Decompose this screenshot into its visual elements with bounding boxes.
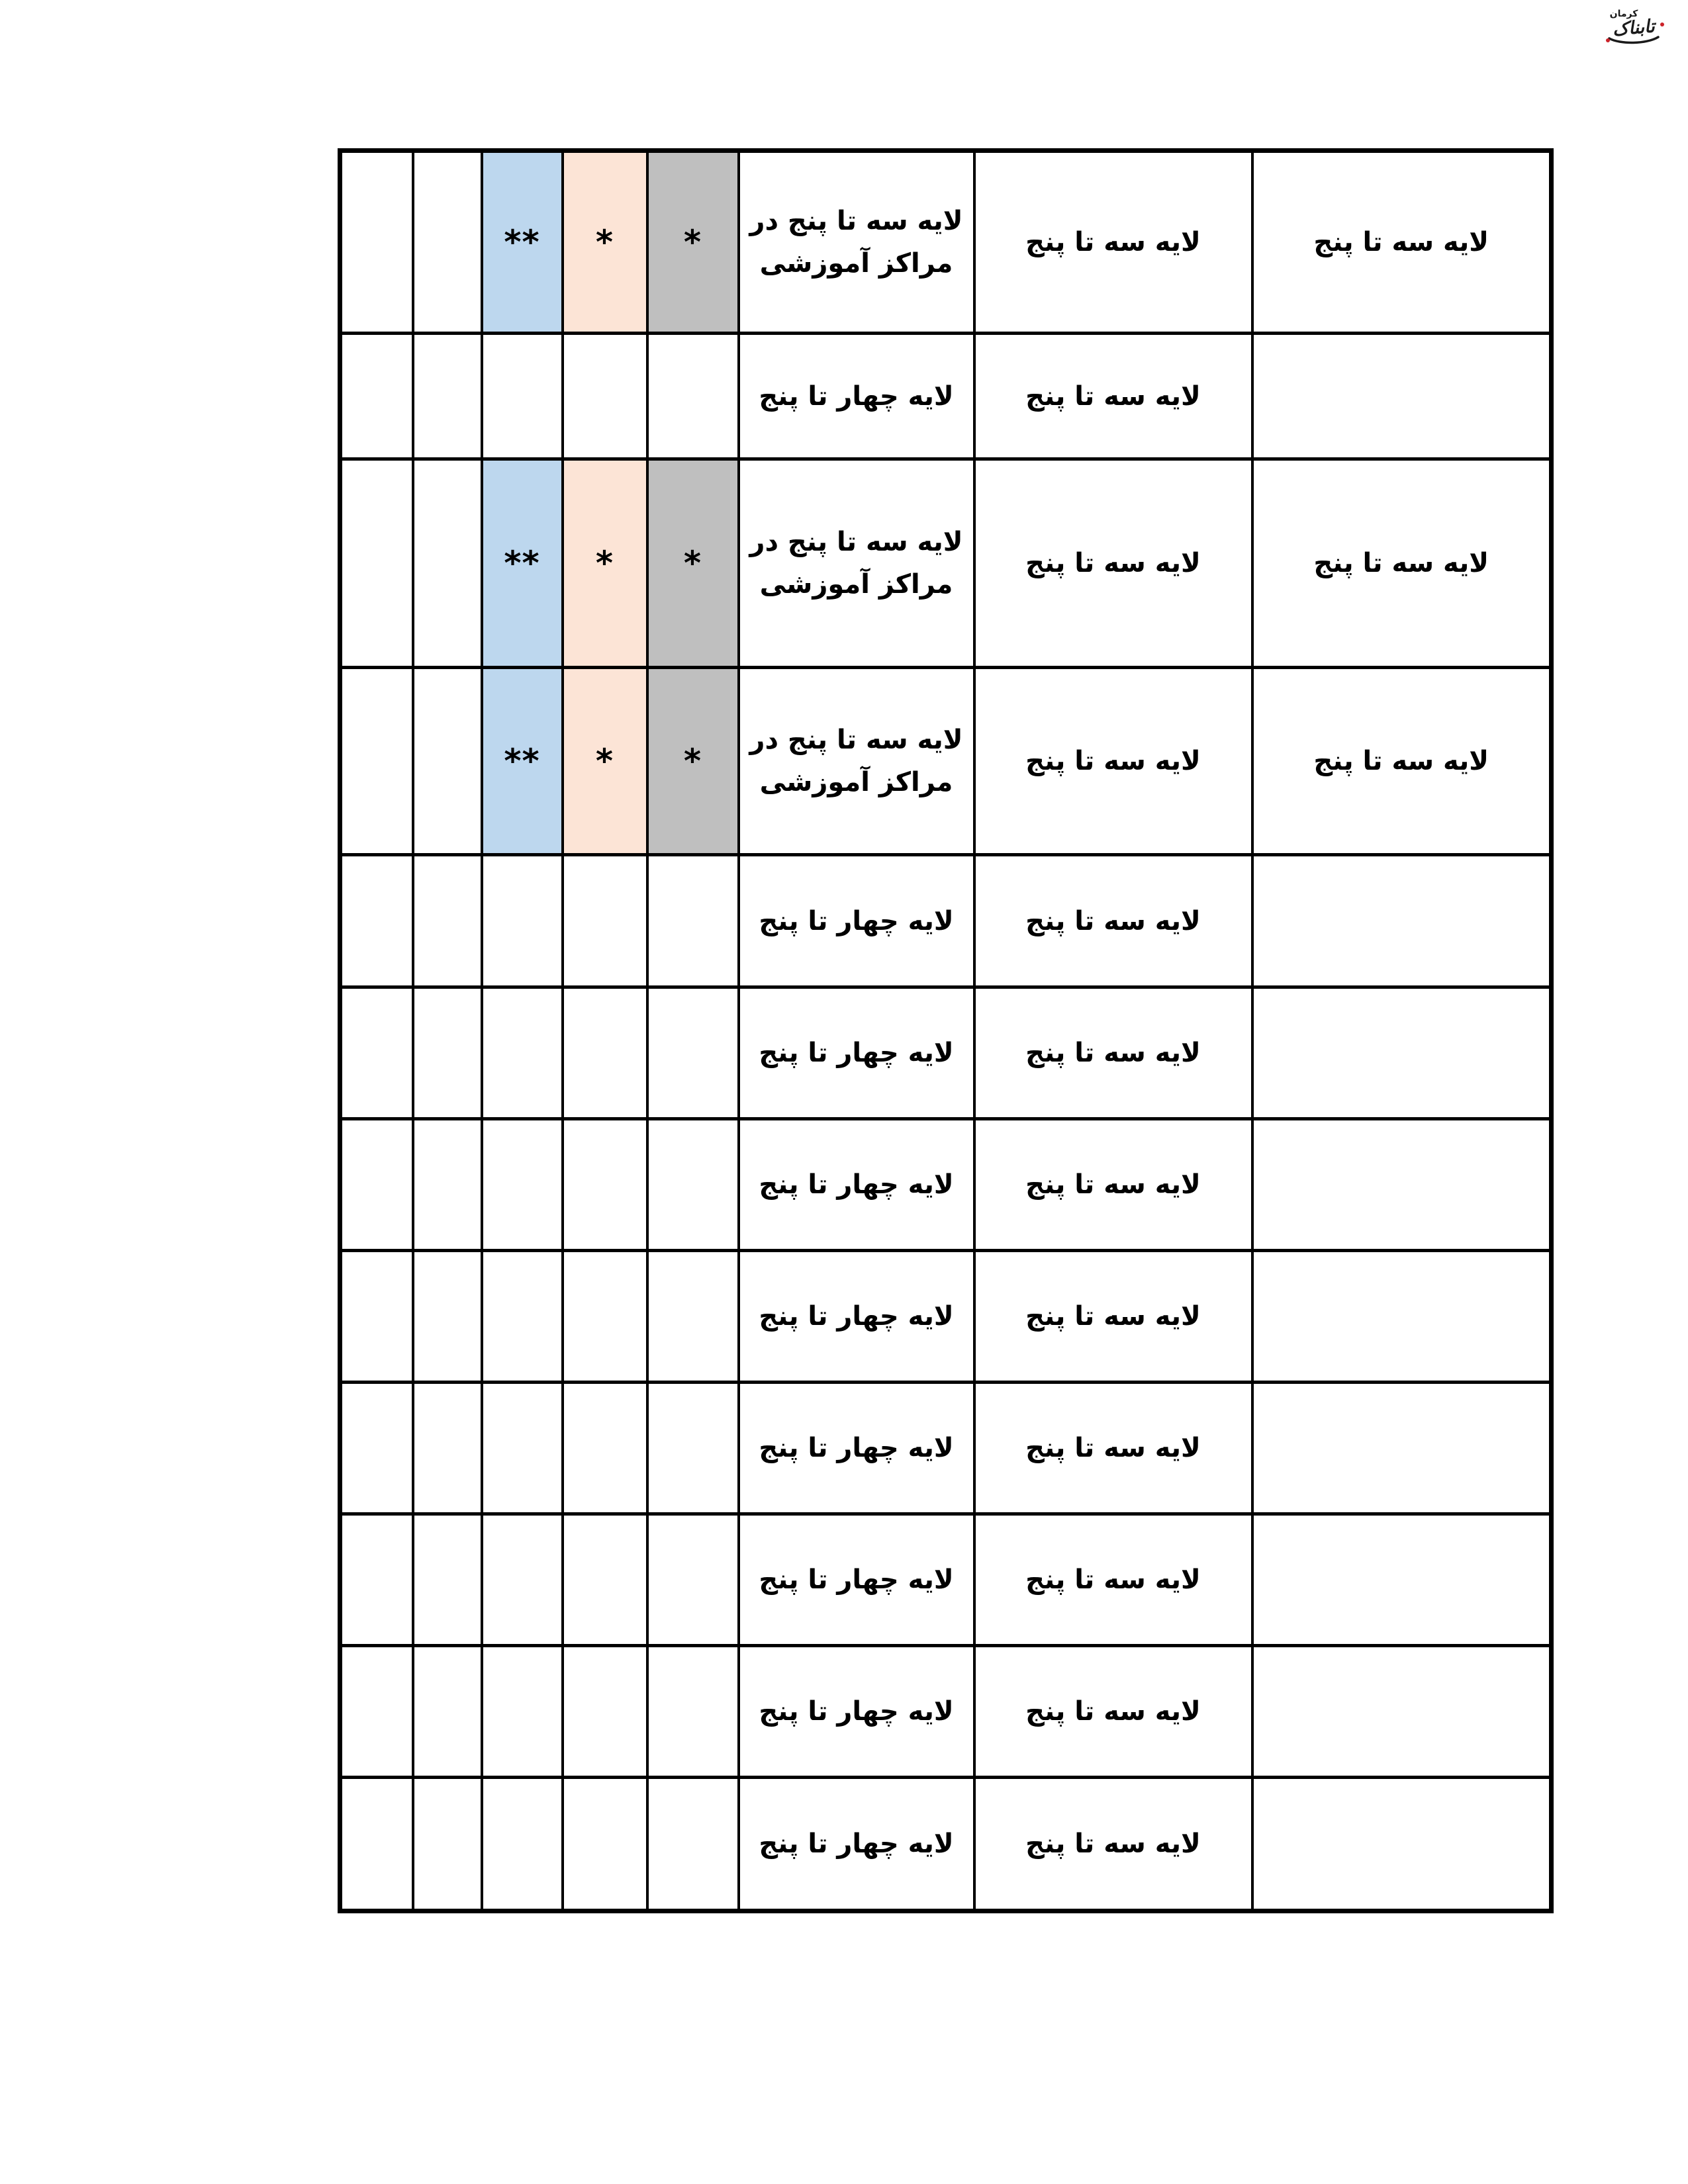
table-row-5: [340, 855, 1552, 987]
logo-red-dot: [1606, 38, 1610, 42]
cell-r12-col-c: لایه چهار تا پنج: [739, 1778, 974, 1911]
cell-r5-col-b: لایه سه تا پنج: [974, 855, 1252, 987]
cell-r2-col-b: لایه سه تا پنج: [974, 334, 1252, 459]
cell-r3-col-f: **: [482, 459, 563, 668]
cell-r6-col-e: [563, 987, 647, 1119]
cell-r8-col-b: لایه سه تا پنج: [974, 1251, 1252, 1383]
cell-r9-col-a: [1252, 1383, 1552, 1514]
cell-r8-col-f: [482, 1251, 563, 1383]
document-table: [338, 148, 1554, 1913]
cell-r2-col-e: [563, 334, 647, 459]
cell-r12-col-e: [563, 1778, 647, 1911]
cell-r8-col-g: [413, 1251, 482, 1383]
table-row-3: [340, 459, 1552, 668]
cell-r12-col-b: لایه سه تا پنج: [974, 1778, 1252, 1911]
cell-r4-col-h: [340, 668, 413, 855]
cell-r12-col-a: [1252, 1778, 1552, 1911]
cell-r2-col-g: [413, 334, 482, 459]
table-row-7: [340, 1119, 1552, 1251]
cell-r11-col-b: لایه سه تا پنج: [974, 1646, 1252, 1778]
cell-r9-col-c: لایه چهار تا پنج: [739, 1383, 974, 1514]
cell-r10-col-b: لایه سه تا پنج: [974, 1514, 1252, 1646]
cell-r9-col-e: [563, 1383, 647, 1514]
cell-r1-col-d: *: [647, 151, 739, 334]
cell-r6-col-b: لایه سه تا پنج: [974, 987, 1252, 1119]
cell-r11-col-g: [413, 1646, 482, 1778]
cell-r7-col-g: [413, 1119, 482, 1251]
cell-r7-col-f: [482, 1119, 563, 1251]
cell-r12-col-f: [482, 1778, 563, 1911]
cell-r11-col-a: [1252, 1646, 1552, 1778]
cell-r1-col-e: *: [563, 151, 647, 334]
cell-r2-col-a: [1252, 334, 1552, 459]
cell-r9-col-d: [647, 1383, 739, 1514]
cell-r11-col-f: [482, 1646, 563, 1778]
cell-r5-col-g: [413, 855, 482, 987]
cell-r12-col-g: [413, 1778, 482, 1911]
cell-r9-col-b: لایه سه تا پنج: [974, 1383, 1252, 1514]
cell-r11-col-e: [563, 1646, 647, 1778]
cell-r7-col-d: [647, 1119, 739, 1251]
cell-r5-col-c: لایه چهار تا پنج: [739, 855, 974, 987]
table-row-8: [340, 1251, 1552, 1383]
cell-r11-col-d: [647, 1646, 739, 1778]
table-row-2: [340, 334, 1552, 459]
cell-r8-col-h: [340, 1251, 413, 1383]
cell-r3-col-e: *: [563, 459, 647, 668]
cell-r10-col-e: [563, 1514, 647, 1646]
cell-r9-col-g: [413, 1383, 482, 1514]
cell-r12-col-h: [340, 1778, 413, 1911]
cell-r1-col-a: لایه سه تا پنج: [1252, 151, 1552, 334]
logo-red-dot: [1660, 23, 1664, 26]
table-row-1: [340, 151, 1552, 334]
cell-r10-col-g: [413, 1514, 482, 1646]
table-row-9: [340, 1383, 1552, 1514]
cell-r4-col-a: لایه سه تا پنج: [1252, 668, 1552, 855]
cell-r3-col-c: لایه سه تا پنج در مراکز آموزشی: [739, 459, 974, 668]
cell-r5-col-h: [340, 855, 413, 987]
cell-r1-col-h: [340, 151, 413, 334]
cell-r1-col-f: **: [482, 151, 563, 334]
cell-r8-col-a: [1252, 1251, 1552, 1383]
cell-r4-col-d: *: [647, 668, 739, 855]
table-row-6: [340, 987, 1552, 1119]
cell-r12-col-d: [647, 1778, 739, 1911]
table-row-12: [340, 1778, 1552, 1911]
cell-r11-col-h: [340, 1646, 413, 1778]
cell-r7-col-b: لایه سه تا پنج: [974, 1119, 1252, 1251]
cell-r3-col-g: [413, 459, 482, 668]
table-row-10: [340, 1514, 1552, 1646]
cell-r2-col-h: [340, 334, 413, 459]
tabnak-kerman-logo: [1602, 9, 1665, 45]
cell-r3-col-a: لایه سه تا پنج: [1252, 459, 1552, 668]
cell-r11-col-c: لایه چهار تا پنج: [739, 1646, 974, 1778]
cell-r3-col-h: [340, 459, 413, 668]
cell-r4-col-b: لایه سه تا پنج: [974, 668, 1252, 855]
cell-r3-col-b: لایه سه تا پنج: [974, 459, 1252, 668]
table-body: [340, 151, 1552, 1911]
cell-r1-col-g: [413, 151, 482, 334]
cell-r10-col-h: [340, 1514, 413, 1646]
cell-r10-col-d: [647, 1514, 739, 1646]
cell-r6-col-h: [340, 987, 413, 1119]
cell-r9-col-f: [482, 1383, 563, 1514]
cell-r5-col-e: [563, 855, 647, 987]
cell-r1-col-c: لایه سه تا پنج در مراکز آموزشی: [739, 151, 974, 334]
cell-r3-col-d: *: [647, 459, 739, 668]
cell-r6-col-f: [482, 987, 563, 1119]
cell-r4-col-g: [413, 668, 482, 855]
cell-r10-col-a: [1252, 1514, 1552, 1646]
cell-r2-col-c: لایه چهار تا پنج: [739, 334, 974, 459]
cell-r5-col-a: [1252, 855, 1552, 987]
cell-r8-col-d: [647, 1251, 739, 1383]
cell-r6-col-c: لایه چهار تا پنج: [739, 987, 974, 1119]
cell-r10-col-c: لایه چهار تا پنج: [739, 1514, 974, 1646]
logo-city-text: کرمان: [1609, 9, 1638, 19]
cell-r4-col-c: لایه سه تا پنج در مراکز آموزشی: [739, 668, 974, 855]
table-row-4: [340, 668, 1552, 855]
logo-name-text: تابناک: [1611, 16, 1656, 41]
cell-r8-col-c: لایه چهار تا پنج: [739, 1251, 974, 1383]
cell-r6-col-a: [1252, 987, 1552, 1119]
cell-r10-col-f: [482, 1514, 563, 1646]
cell-r7-col-h: [340, 1119, 413, 1251]
cell-r2-col-d: [647, 334, 739, 459]
cell-r5-col-d: [647, 855, 739, 987]
cell-r6-col-g: [413, 987, 482, 1119]
table-row-11: [340, 1646, 1552, 1778]
cell-r7-col-c: لایه چهار تا پنج: [739, 1119, 974, 1251]
cell-r1-col-b: لایه سه تا پنج: [974, 151, 1252, 334]
cell-r8-col-e: [563, 1251, 647, 1383]
cell-r7-col-e: [563, 1119, 647, 1251]
cell-r4-col-e: *: [563, 668, 647, 855]
cell-r5-col-f: [482, 855, 563, 987]
cell-r7-col-a: [1252, 1119, 1552, 1251]
cell-r6-col-d: [647, 987, 739, 1119]
cell-r2-col-f: [482, 334, 563, 459]
cell-r4-col-f: **: [482, 668, 563, 855]
cell-r9-col-h: [340, 1383, 413, 1514]
